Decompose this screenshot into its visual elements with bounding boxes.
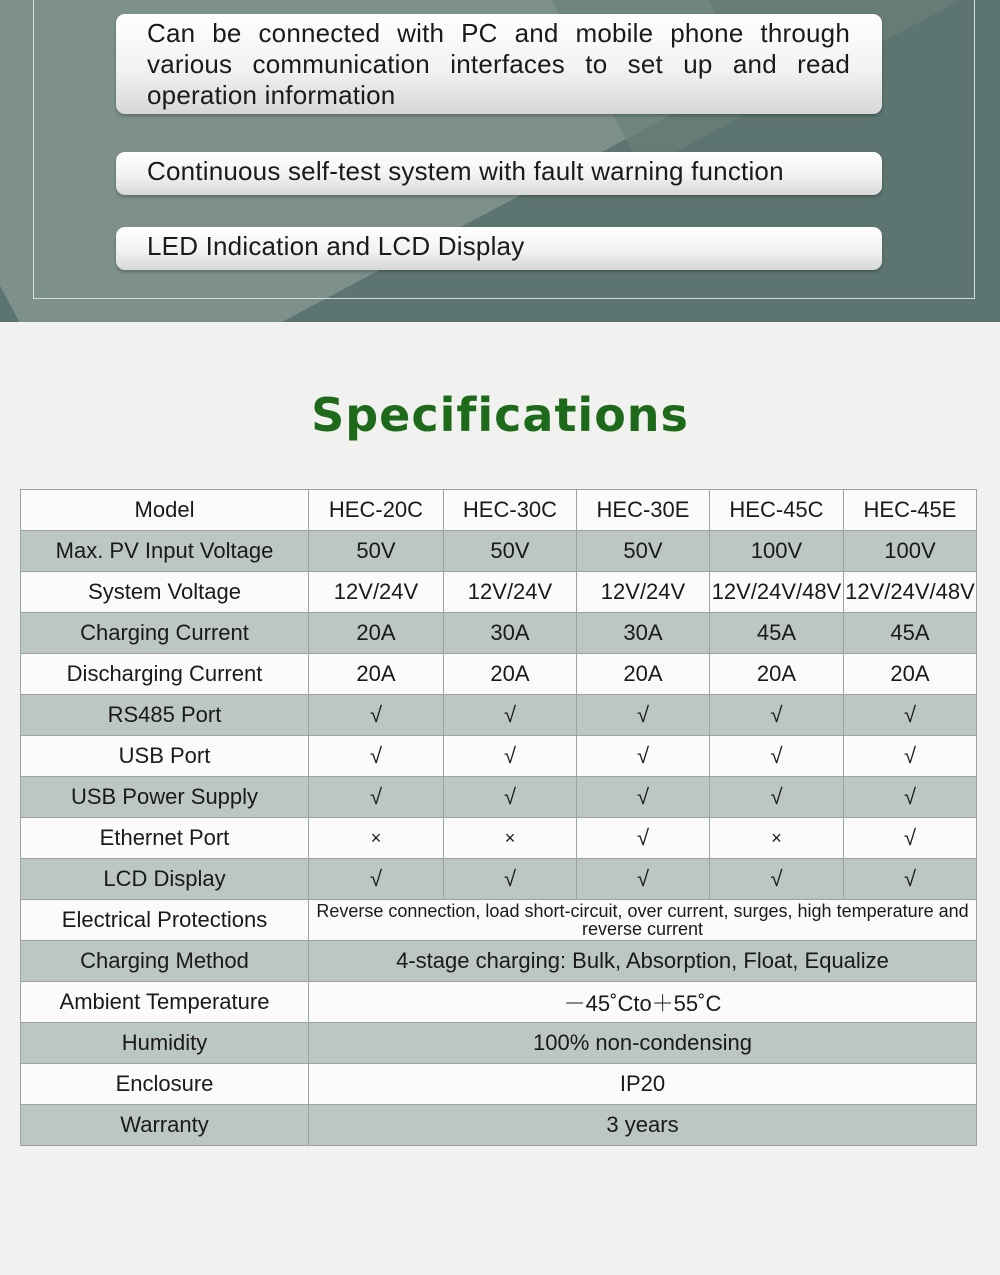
spec-table [20,489,977,1146]
row-label: Charging Method [21,941,309,982]
cell-value: 45A [844,613,977,654]
cell-value: √ [577,818,710,859]
row-label: System Voltage [21,572,309,613]
table-row [21,572,977,613]
row-label: Electrical Protections [21,900,309,941]
row-label: USB Port [21,736,309,777]
cell-value: √ [444,695,577,736]
cell-value: 45A [710,613,844,654]
cell-value: √ [577,695,710,736]
table-row [21,818,977,859]
cell-value: 30A [577,613,710,654]
row-label: Max. PV Input Voltage [21,531,309,572]
cell-value: 100V [844,531,977,572]
feature-item: Can be connected with PC and mobile phone through various communication interfaces to set up and read operation information [116,14,882,114]
cell-value: √ [444,736,577,777]
row-label: Enclosure [21,1064,309,1105]
cell-value: √ [844,736,977,777]
cell-value: √ [710,695,844,736]
table-row [21,859,977,900]
cell-value: √ [444,777,577,818]
row-label: Ambient Temperature [21,982,309,1023]
table-row [21,736,977,777]
model-label: Model [21,490,309,531]
table-row [21,613,977,654]
cell-value: 30A [444,613,577,654]
cell-value: 100% non-condensing [309,1023,977,1064]
cell-value: √ [710,859,844,900]
cell-value: 50V [444,531,577,572]
row-label: LCD Display [21,859,309,900]
page-title: Specifications [311,388,689,442]
cell-value: －45˚Cto＋55˚C [309,982,977,1023]
cell-value: 20A [444,654,577,695]
table-row [21,982,977,1023]
cell-value: √ [577,736,710,777]
cell-value: 4-stage charging: Bulk, Absorption, Float, Equalize [309,941,977,982]
model-name: HEC-45C [710,490,844,531]
cell-value: 20A [577,654,710,695]
cell-value: 12V/24V/48V [710,572,844,613]
cell-value: √ [844,818,977,859]
cell-value: 50V [309,531,444,572]
row-label: RS485 Port [21,695,309,736]
table-row [21,1064,977,1105]
cell-value: 12V/24V/48V [844,572,977,613]
cell-value: √ [309,777,444,818]
cell-value: 12V/24V [444,572,577,613]
cell-value: × [309,818,444,859]
cell-value: 12V/24V [577,572,710,613]
table-row [21,695,977,736]
cell-value: × [444,818,577,859]
row-label: USB Power Supply [21,777,309,818]
cell-value: 100V [710,531,844,572]
cell-value: √ [309,859,444,900]
cell-value: √ [710,777,844,818]
cell-value: √ [844,695,977,736]
cell-value: Reverse connection, load short-circuit, over current, surges, high temperature and reverse current [309,900,977,941]
feature-item: LED Indication and LCD Display [116,227,882,270]
row-label: Humidity [21,1023,309,1064]
table-row [21,941,977,982]
cell-value: √ [577,859,710,900]
cell-value: 20A [309,654,444,695]
cell-value: 20A [309,613,444,654]
cell-value: IP20 [309,1064,977,1105]
cell-value: √ [309,736,444,777]
cell-value: √ [577,777,710,818]
cell-value: × [710,818,844,859]
table-row [21,777,977,818]
row-label: Charging Current [21,613,309,654]
table-header-row [21,490,977,531]
table-row [21,654,977,695]
cell-value: 12V/24V [309,572,444,613]
cell-value: 20A [844,654,977,695]
model-name: HEC-30C [444,490,577,531]
cell-value: √ [844,777,977,818]
features-banner [0,0,1000,322]
model-name: HEC-45E [844,490,977,531]
table-row [21,1105,977,1146]
cell-value: √ [444,859,577,900]
row-label: Discharging Current [21,654,309,695]
cell-value: 3 years [309,1105,977,1146]
row-label: Ethernet Port [21,818,309,859]
row-label: Warranty [21,1105,309,1146]
cell-value: √ [710,736,844,777]
table-row [21,1023,977,1064]
cell-value: 50V [577,531,710,572]
cell-value: √ [844,859,977,900]
table-row [21,900,977,941]
cell-value: 20A [710,654,844,695]
cell-value: √ [309,695,444,736]
model-name: HEC-30E [577,490,710,531]
feature-item: Continuous self-test system with fault warning function [116,152,882,195]
model-name: HEC-20C [309,490,444,531]
table-row [21,531,977,572]
